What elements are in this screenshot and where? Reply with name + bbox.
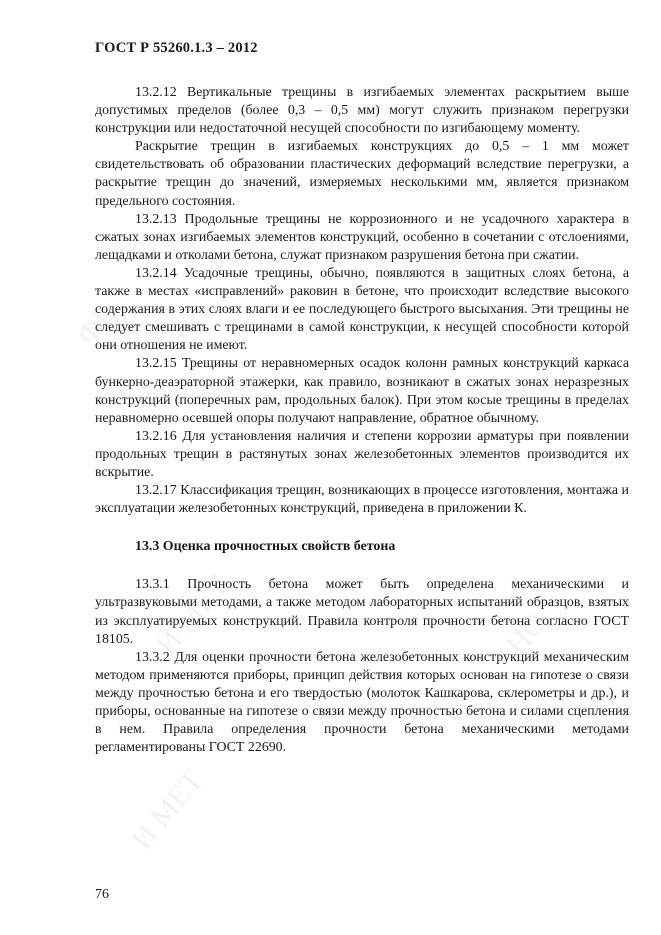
page-number: 76 [95,887,109,902]
watermark-mark: И МЕТ [150,569,235,662]
watermark-mark: И МЕТ [125,764,210,857]
watermark-mark: ФЕ [70,297,123,352]
document-header: ГОСТ Р 55260.1.3 – 2012 [95,40,258,56]
paragraph-13-2-15: 13.2.15 Трещины от неравномерных осадок колонн рамных конструкций каркаса бункерно-деаэраторной этажерки, как правило, возникают в сжатых зонах неразрезных конструкций (поперечных рам, продольных балок). При этом косые трещины в пределах неравномерно осевшей опоры получают направление, обратное обычному. [95,356,629,426]
paragraph-13-3-2: 13.3.2 Для оценки прочности бетона железобетонных конструкций механическим методом применяются приборы, принцип действия которых основан на гипотезе о связи между прочностью бетона и его твердостью (молоток Кашкарова, склерометры и др.), и приборы, основанные на гипотезе о связи между прочностью бетона и силами сцепления в нем. Правила определения прочности бетона механическими методами регламентированы ГОСТ 22690. [95,649,629,756]
document-body [95,84,629,757]
watermark-mark: НО [500,606,554,662]
paragraph-13-2-16: 13.2.16 Для установления наличия и степени коррозии арматуры при появлении продольных трещин в растянутых зонах железобетонных элементов производится их вскрытие. [95,428,629,480]
paragraph-13-3-1: 13.3.1 Прочность бетона может быть определена механическими и ультразвуковыми методами, а также методом лабораторных испытаний образцов, взятых из эксплуатируемых конструкций. Правила контроля прочности бетона согласно ГОСТ 18105. [95,577,629,647]
section-heading-13-3: 13.3 Оценка прочностных свойств бетона [135,539,396,555]
paragraph-13-2-17: 13.2.17 Классификация трещин, возникающих в процессе изготовления, монтажа и эксплуатации железобетонных конструкций, приведена в приложении К. [95,483,629,517]
paragraph-13-2-13: 13.2.13 Продольные трещины не коррозионного и не усадочного характера в сжатых зонах изгибаемых элементов конструкций, особенно в сочетании с отслоениями, лещадками и отколами бетона, служат признаком разрушения бетона при сжатии. [95,211,629,263]
paragraph-13-2-14: 13.2.14 Усадочные трещины, обычно, появляются в защитных слоях бетона, а также в местах «исправлений» раковин в бетоне, что происходит вследствие высокого содержания в этих слоях влаги и ее последующего быстрого высыхания. Эти трещины не следует смешивать с трещинами в самой конструкции, к несущей способности которой они отношения не имеют. [95,265,629,354]
paragraph-crack-opening: Раскрытие трещин в изгибаемых конструкциях до 0,5 – 1 мм может свидетельствовать об образовании пластических деформаций вследствие перегрузки, а раскрытие трещин до значений, измеряемых несколькими мм, является признаком предельного состояния. [95,139,629,209]
paragraph-13-2-12: 13.2.12 Вертикальные трещины в изгибаемых элементах раскрытием выше допустимых пределов (более 0,3 – 0,5 мм) могут служить признаком перегрузки конструкции или недостаточной несущей способности по изгибающему моменту. [95,85,629,137]
